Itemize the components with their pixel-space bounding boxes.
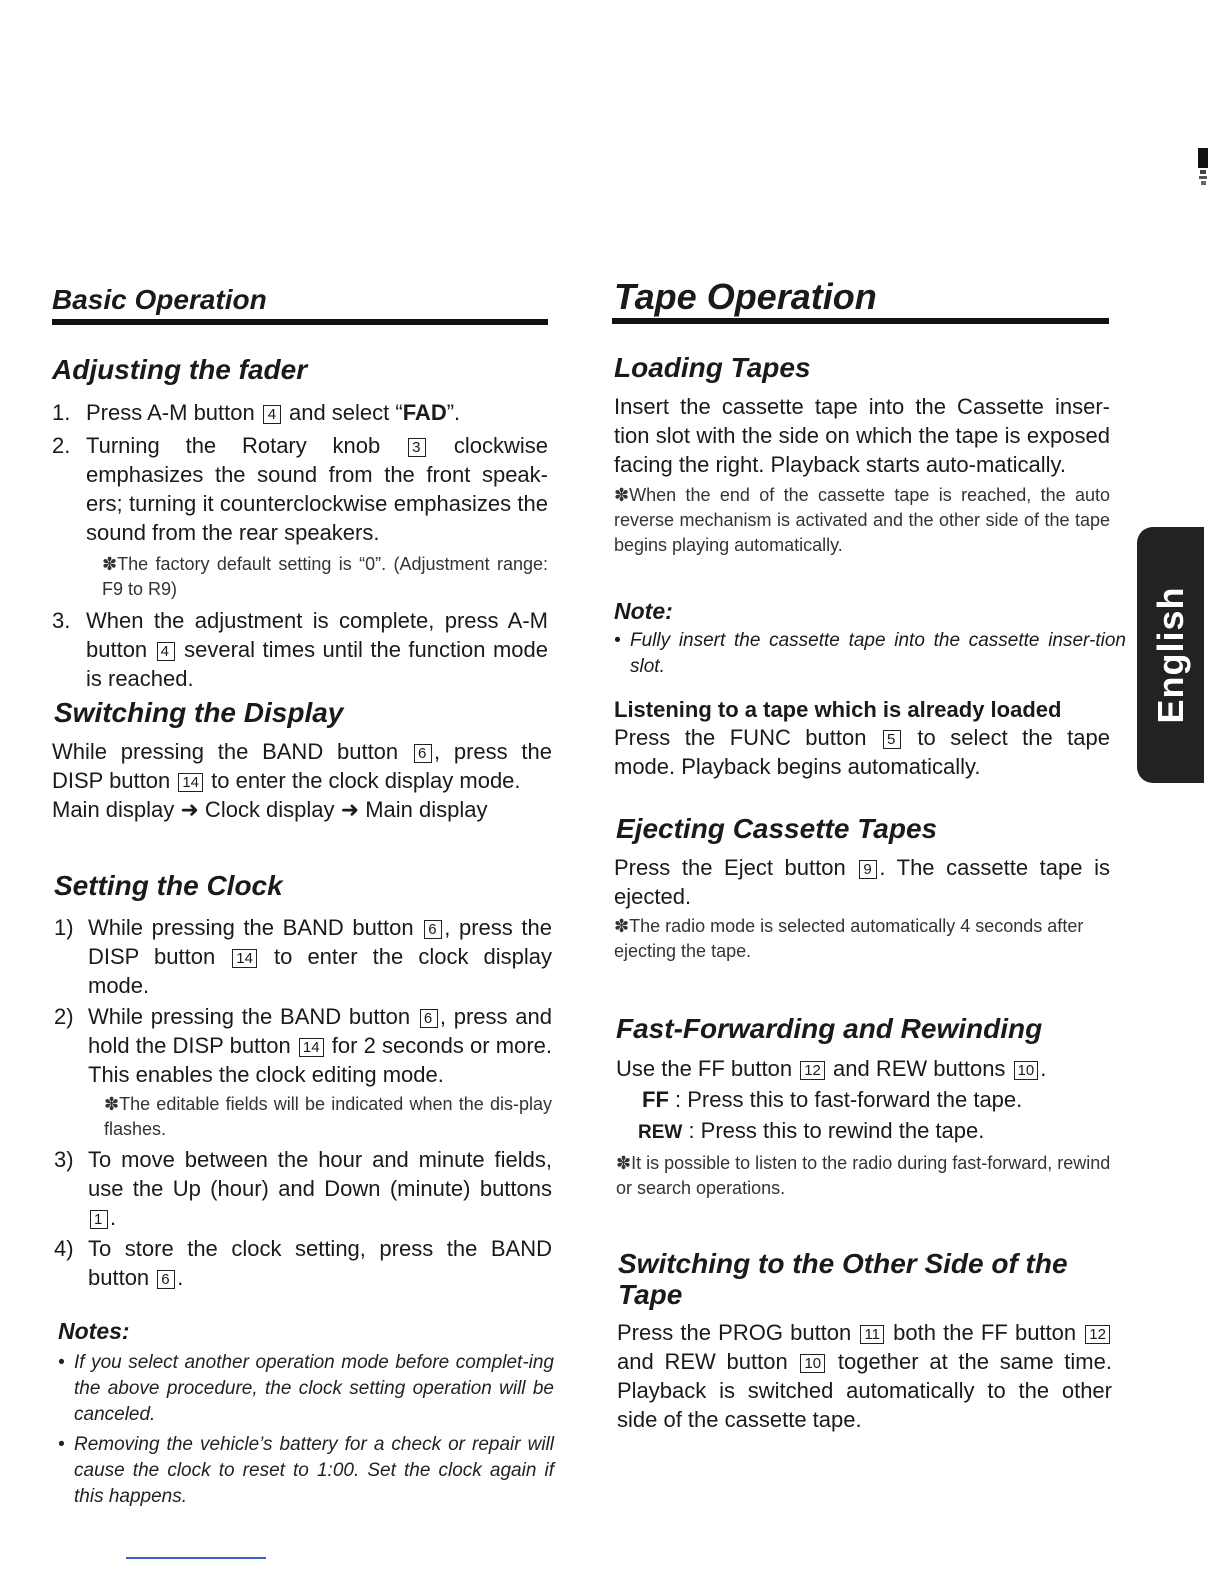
clock-title: Setting the Clock bbox=[54, 870, 283, 901]
step-text: Press A-M button bbox=[86, 400, 261, 425]
loading-title: Loading Tapes bbox=[614, 352, 811, 383]
left-section-header bbox=[52, 284, 267, 316]
listening-subtitle: Listening to a tape which is already loaded bbox=[614, 697, 1062, 722]
note-item: • If you select another operation mode before complet-ing the above procedure, the clock setting operation will be canceled. bbox=[58, 1352, 554, 1425]
display-sequence: Main display ➜ Clock display ➜ Main display bbox=[52, 797, 488, 822]
footer-line bbox=[126, 1557, 266, 1559]
step-number: 3) bbox=[54, 1147, 74, 1172]
loading-note-title: Note: bbox=[614, 598, 673, 624]
button-10-key: 10 bbox=[1014, 1061, 1039, 1080]
step-text: While pressing the BAND button bbox=[88, 915, 423, 940]
button-14-key: 14 bbox=[232, 949, 257, 968]
step-number: 1) bbox=[54, 915, 74, 940]
step-number: 1. bbox=[52, 400, 71, 425]
listening-text-part: Press the FUNC button bbox=[614, 725, 881, 750]
ff-title: Fast-Forwarding and Rewinding bbox=[616, 1013, 1043, 1044]
rew-label: REW bbox=[638, 1122, 683, 1143]
language-tab bbox=[1137, 527, 1204, 783]
rew-description: : Press this to rewind the tape. bbox=[682, 1118, 985, 1143]
step-text: , press the DISP button bbox=[88, 915, 553, 969]
basic-operation-heading: Basic Operation bbox=[52, 284, 267, 315]
step-text: Turning the Rotary knob bbox=[86, 433, 407, 458]
loading-section bbox=[614, 392, 1110, 558]
button-6-key: 6 bbox=[414, 744, 432, 763]
right-section-header bbox=[614, 276, 877, 318]
button-6-key: 6 bbox=[157, 1270, 175, 1289]
display-text bbox=[52, 737, 552, 824]
button-9-key: 9 bbox=[859, 860, 877, 879]
notes-title: Notes: bbox=[58, 1318, 130, 1344]
fader-step-2 bbox=[52, 431, 548, 547]
step-number: 2. bbox=[52, 433, 71, 458]
fad-label: FAD bbox=[402, 400, 447, 425]
step-number: 4) bbox=[54, 1236, 74, 1261]
clock-step-3 bbox=[54, 1145, 552, 1232]
step-text: ”. bbox=[446, 400, 461, 425]
eject-text-part: Press the Eject button bbox=[614, 855, 858, 880]
step-text: clockwise emphasizes the sound from the front speak-ers; turning it counterclockwise emphasizes the sound from the rear speakers. bbox=[86, 433, 548, 545]
display-text-part: While pressing the BAND button bbox=[52, 739, 412, 764]
fader-step-1 bbox=[52, 398, 548, 427]
eject-title: Ejecting Cassette Tapes bbox=[616, 813, 938, 844]
button-14-key: 14 bbox=[299, 1038, 324, 1057]
note-text: Fully insert the cassette tape into the cassette inser-tion slot. bbox=[630, 630, 1126, 677]
side-text-part: Press the PROG button bbox=[617, 1320, 859, 1345]
side-title-line: Switching to the Other Side of the bbox=[618, 1248, 1068, 1279]
fader-steps bbox=[52, 398, 548, 693]
clock-step-4 bbox=[54, 1234, 552, 1292]
note-item: • Removing the vehicle’s battery for a check or repair will cause the clock to reset to 1:00. Set the clock again if this happens. bbox=[58, 1434, 554, 1507]
clock-step-2 bbox=[54, 1002, 552, 1089]
side-text-part: together at the same time. Playback is switched automatically to the other side of the cassette tape. bbox=[617, 1349, 1112, 1432]
side-title bbox=[618, 1248, 1068, 1310]
fader-step-3 bbox=[52, 606, 548, 693]
loading-text: Insert the cassette tape into the Cassette inser-tion slot with the side on which the tape is exposed facing the right. Playback starts auto-matically. bbox=[614, 394, 1110, 477]
loading-note: ✽When the end of the cassette tape is reached, the auto reverse mechanism is activated and the other side of the tape begins playing automatically. bbox=[614, 485, 1110, 555]
step-text: . bbox=[110, 1205, 117, 1230]
step-text: When the adjustment is complete, press A-M button bbox=[86, 608, 548, 662]
note-text: If you select another operation mode before complet-ing the above procedure, the clock setting operation will be canceled. bbox=[74, 1352, 554, 1425]
listening-text-part: to select the tape mode. Playback begins automatically. bbox=[614, 725, 1110, 779]
step-text: , press and hold the DISP button bbox=[88, 1004, 552, 1058]
step-text: To store the clock setting, press the BAND button bbox=[88, 1236, 552, 1290]
button-4-key: 4 bbox=[263, 405, 281, 424]
note-text: Removing the vehicle’s battery for a check or repair will cause the clock to reset to 1:00. Set the clock again if this happens. bbox=[74, 1434, 554, 1507]
button-12-key: 12 bbox=[800, 1061, 825, 1080]
notes-list bbox=[58, 1350, 554, 1510]
eject-note: ✽The radio mode is selected automatically 4 seconds after ejecting the tape. bbox=[614, 916, 1084, 961]
button-6-key: 6 bbox=[424, 920, 442, 939]
side-title-line: Tape bbox=[618, 1279, 683, 1310]
fader-note: ✽The factory default setting is “0”. (Adjustment range: F9 to R9) bbox=[102, 554, 548, 599]
step-text: for 2 seconds or more. This enables the clock editing mode. bbox=[88, 1033, 552, 1087]
button-1-key: 1 bbox=[90, 1210, 108, 1229]
ff-text-part: Use the FF button bbox=[616, 1056, 799, 1081]
left-header-rule bbox=[52, 319, 548, 325]
display-text-part: to enter the clock display mode. bbox=[205, 768, 521, 793]
step-text: . bbox=[177, 1265, 184, 1290]
ff-section bbox=[616, 1054, 1112, 1201]
clock-step-1 bbox=[54, 913, 552, 1000]
button-11-key: 11 bbox=[860, 1325, 884, 1344]
ff-note: ✽It is possible to listen to the radio during fast-forward, rewind or search operations. bbox=[616, 1153, 1111, 1198]
loading-note-item: • Fully insert the cassette tape into the cassette inser-tion slot. bbox=[614, 630, 1126, 677]
button-6-key: 6 bbox=[420, 1009, 438, 1028]
page-edge-mark-icon bbox=[1196, 148, 1210, 198]
clock-steps bbox=[54, 913, 552, 1292]
display-text-part: , press the DISP button bbox=[52, 739, 552, 793]
step-number: 3. bbox=[52, 608, 71, 633]
button-12-key: 12 bbox=[1085, 1325, 1110, 1344]
button-4-key: 4 bbox=[157, 642, 175, 661]
step-number: 2) bbox=[54, 1004, 74, 1029]
side-text-part: both the FF button bbox=[886, 1320, 1084, 1345]
right-header-rule bbox=[612, 318, 1109, 324]
step-text: to enter the clock display mode. bbox=[88, 944, 552, 998]
display-title: Switching the Display bbox=[54, 697, 344, 728]
clock-note: ✽The editable fields will be indicated when the dis-play flashes. bbox=[104, 1094, 552, 1139]
fader-title: Adjusting the fader bbox=[52, 354, 308, 385]
eject-text-part: . The cassette tape is ejected. bbox=[614, 855, 1110, 909]
ff-description: : Press this to fast-forward the tape. bbox=[668, 1087, 1023, 1112]
eject-section bbox=[614, 853, 1110, 964]
step-text: To move between the hour and minute fields, use the Up (hour) and Down (minute) buttons bbox=[88, 1147, 552, 1201]
button-3-key: 3 bbox=[408, 438, 426, 457]
tape-operation-heading: Tape Operation bbox=[614, 276, 877, 317]
step-text: While pressing the BAND button bbox=[88, 1004, 418, 1029]
side-text bbox=[617, 1318, 1112, 1434]
ff-label: FF bbox=[642, 1087, 669, 1112]
side-text-part: and REW button bbox=[617, 1349, 799, 1374]
button-5-key: 5 bbox=[883, 730, 901, 749]
step-text: several times until the function mode is reached. bbox=[86, 637, 548, 691]
language-tab-label: English bbox=[1149, 586, 1191, 724]
ff-text-part: and REW buttons bbox=[826, 1056, 1012, 1081]
ff-text-part: . bbox=[1040, 1056, 1047, 1081]
listening-text bbox=[614, 723, 1110, 781]
button-10-key: 10 bbox=[800, 1354, 825, 1373]
step-text: and select “ bbox=[282, 400, 403, 425]
button-14-key: 14 bbox=[178, 773, 203, 792]
